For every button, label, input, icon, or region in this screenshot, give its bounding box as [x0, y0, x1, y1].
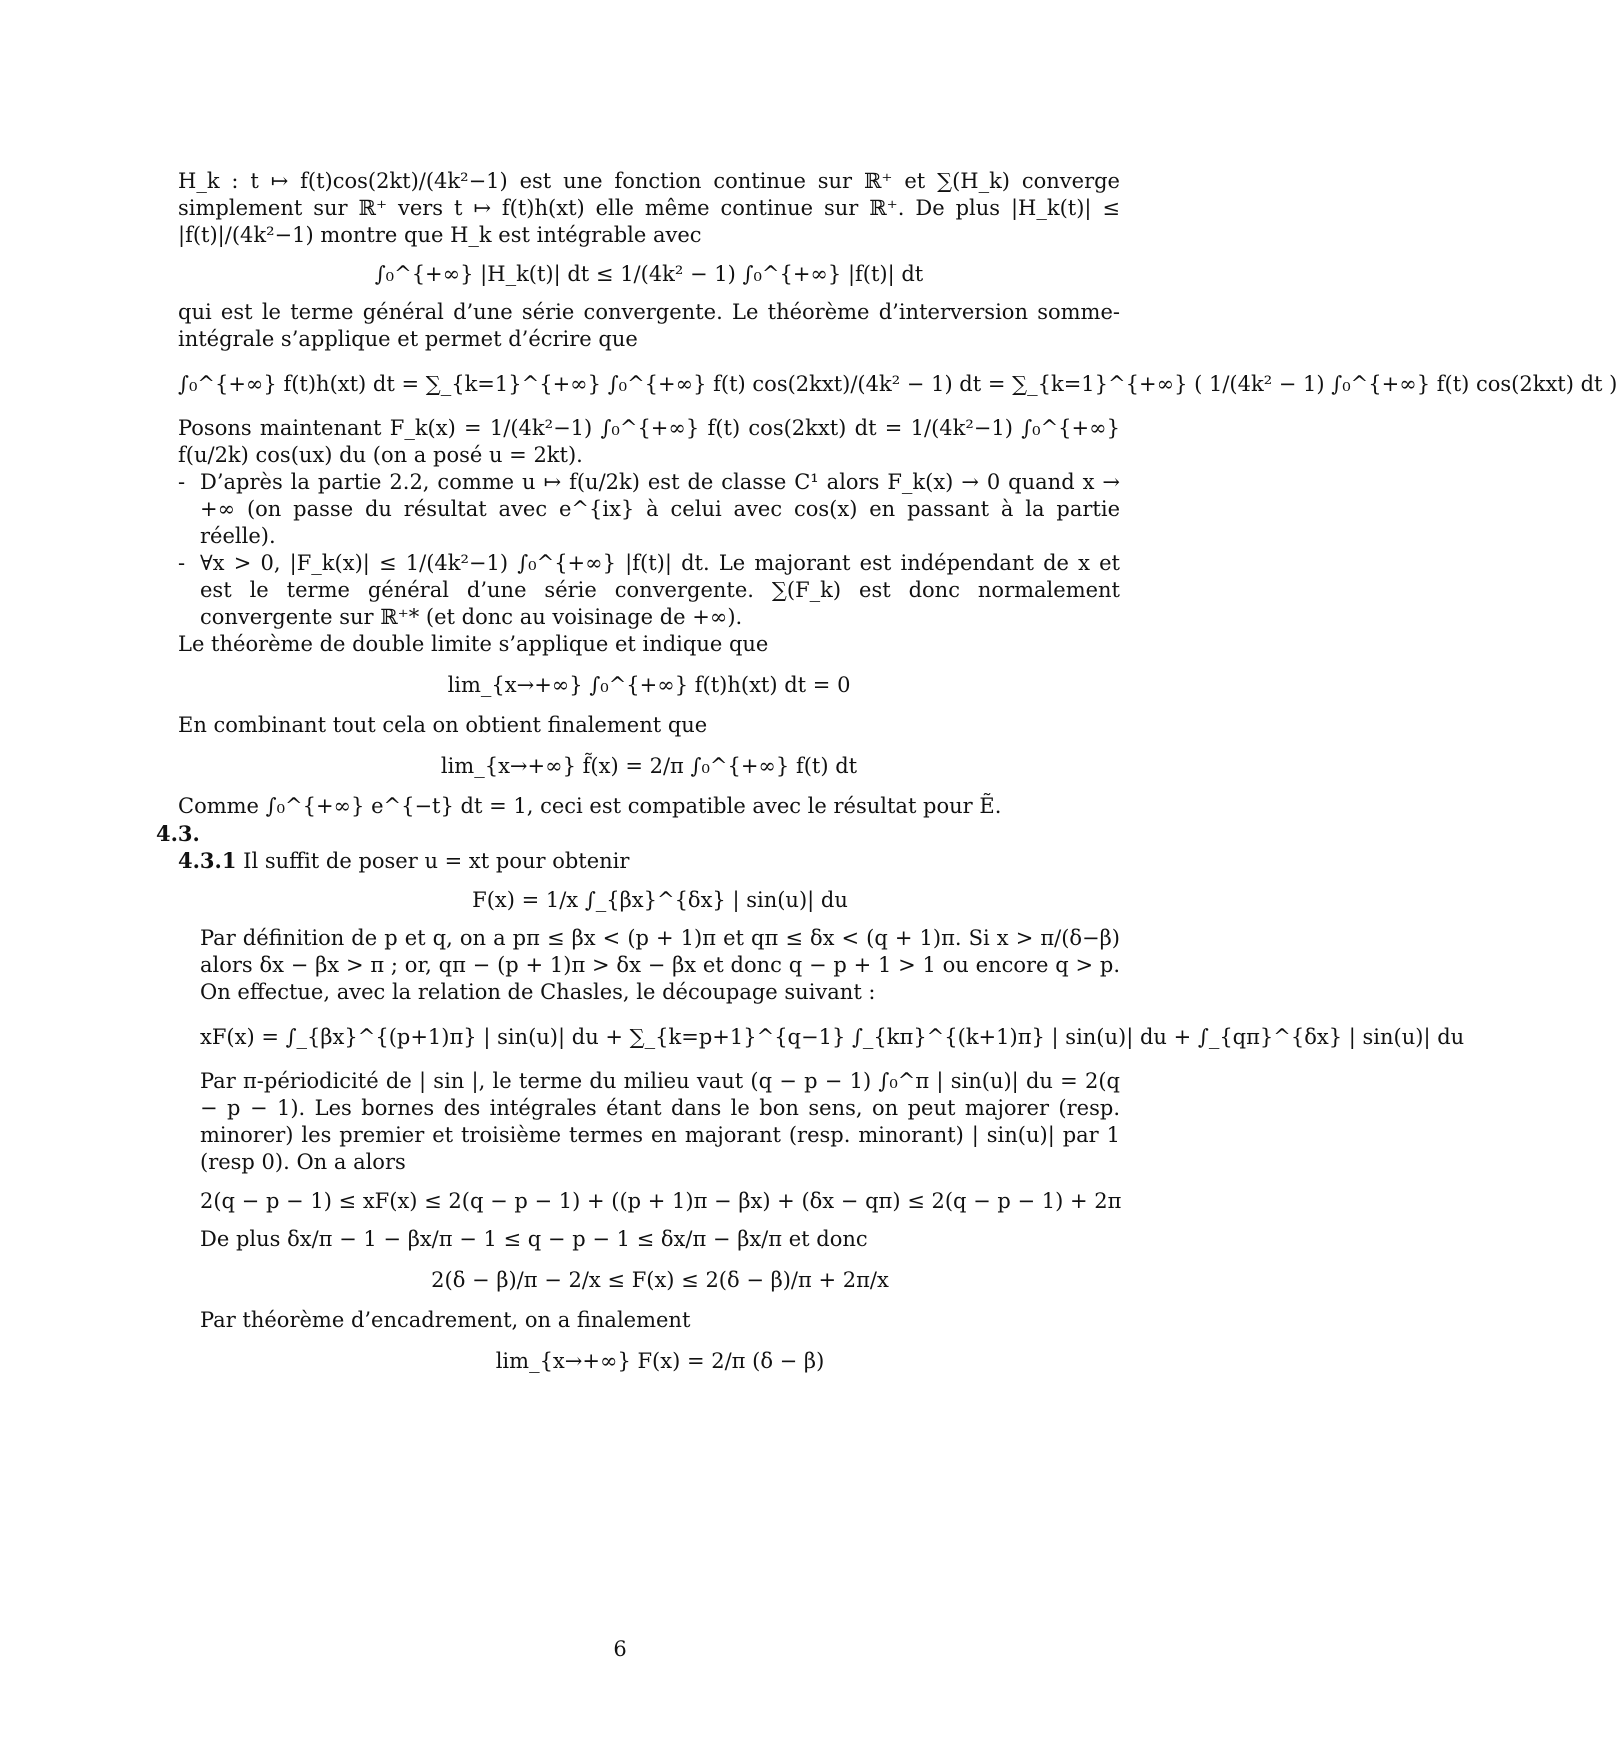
paragraph-combining: En combinant tout cela on obtient finalement que: [178, 713, 708, 737]
list-item: - D’après la partie 2.2, comme u ↦ f(u/2k) est de classe C¹ alors F_k(x) → 0 quand x → +∞ (on passe du résultat avec e^{ix} à celui avec cos(x) en passant à la partie réelle).: [178, 470, 1120, 548]
equation-limit-zero: lim_{x→+∞} ∫₀^{+∞} f(t)h(xt) dt = 0: [447, 673, 851, 697]
paragraph-definition-pq: Par définition de p et q, on a pπ ≤ βx < (p + 1)π et qπ ≤ δx < (q + 1)π. Si x > π/(δ−β) alors δx − βx > π ; or, qπ − (p + 1)π > δx − βx et donc q − p + 1 > 1 ou encore q > p. On effectue, avec la relation de Chasles, le découpage suivant :: [200, 926, 1120, 1004]
equation-fx-bounds: 2(δ − β)/π − 2/x ≤ F(x) ≤ 2(δ − β)/π + 2π/x: [431, 1268, 889, 1292]
subsection-number: 4.3.1: [178, 848, 237, 873]
paragraph-interversion: qui est le terme général d’une série convergente. Le théorème d’interversion somme-intégrale s’applique et permet d’écrire que: [178, 300, 1120, 351]
page-body: [156, 168, 1617, 1388]
list-item: - ∀x > 0, |F_k(x)| ≤ 1/(4k²−1) ∫₀^{+∞} |f(t)| dt. Le majorant est indépendant de x et est le terme général d’une série convergente. ∑(F_k) est donc normalement convergente sur ℝ⁺* (et donc au voisinage de +∞).: [178, 551, 1120, 629]
paragraph-periodicity: Par π-périodicité de | sin |, le terme du milieu vaut (q − p − 1) ∫₀^π | sin(u)| du = 2(q − p − 1). Les bornes des intégrales étant dans le bon sens, on peut majorer (resp. minorer) les premier et troisième termes en majorant (resp. minorant) | sin(u)| par 1 (resp 0). On a alors: [200, 1069, 1120, 1174]
paragraph-compatibility: Comme ∫₀^{+∞} e^{−t} dt = 1, ceci est compatible avec le résultat pour Ẽ.: [178, 794, 1002, 818]
indented-block: [200, 885, 1465, 1376]
paragraph-de-plus: De plus δx/π − 1 − βx/π − 1 ≤ q − p − 1 ≤ δx/π − βx/π et donc: [200, 1227, 868, 1251]
equation-sum-integral: ∫₀^{+∞} f(t)h(xt) dt = ∑_{k=1}^{+∞} ∫₀^{+∞} f(t) cos(2kxt)/(4k² − 1) dt = ∑_{k=1}^{+∞} ( 1/(4k² − 1) ∫₀^{+∞} f(t) cos(2kxt) dt ): [178, 372, 1617, 396]
list-item-text: D’après la partie 2.2, comme u ↦ f(u/2k) est de classe C¹ alors F_k(x) → 0 quand x → +∞ (on passe du résultat avec e^{ix} à celui avec cos(x) en passant à la partie réelle).: [200, 470, 1120, 548]
section-heading: 4.3.: [156, 821, 200, 846]
equation-fx: F(x) = 1/x ∫_{βx}^{δx} | sin(u)| du: [472, 888, 848, 912]
paragraph-encadrement: Par théorème d’encadrement, on a finalement: [200, 1308, 691, 1332]
equation-limit-fx: lim_{x→+∞} F(x) = 2/π (δ − β): [495, 1349, 825, 1373]
paragraph-fk-definition: Posons maintenant F_k(x) = 1/(4k²−1) ∫₀^{+∞} f(t) cos(2kxt) dt = 1/(4k²−1) ∫₀^{+∞} f(u/2k) cos(ux) du (on a posé u = 2kt).: [178, 416, 1120, 467]
list-item-text: ∀x > 0, |F_k(x)| ≤ 1/(4k²−1) ∫₀^{+∞} |f(t)| dt. Le majorant est indépendant de x et est le terme général d’une série convergente. ∑(F_k) est donc normalement convergente sur ℝ⁺* (et donc au voisinage de +∞).: [200, 551, 1120, 629]
subsection-text: Il suffit de poser u = xt pour obtenir: [243, 849, 630, 873]
equation-chasles: xF(x) = ∫_{βx}^{(p+1)π} | sin(u)| du + ∑_{k=p+1}^{q−1} ∫_{kπ}^{(k+1)π} | sin(u)| du + ∫_{qπ}^{δx} | sin(u)| du: [200, 1025, 1465, 1049]
equation-limit-ftilde: lim_{x→+∞} f̃(x) = 2/π ∫₀^{+∞} f(t) dt: [440, 754, 858, 778]
subsection-paragraph: [178, 847, 1120, 875]
paragraph-double-limit: Le théorème de double limite s’applique et indique que: [178, 632, 769, 656]
equation-integral-bound: ∫₀^{+∞} |H_k(t)| dt ≤ 1/(4k² − 1) ∫₀^{+∞} |f(t)| dt: [374, 262, 924, 286]
equation-xfx-bounds: 2(q − p − 1) ≤ xF(x) ≤ 2(q − p − 1) + ((p + 1)π − βx) + (δx − qπ) ≤ 2(q − p − 1) + 2π: [200, 1189, 1122, 1213]
page-number: 6: [613, 1637, 627, 1661]
paragraph-hk-definition: H_k : t ↦ f(t)cos(2kt)/(4k²−1) est une fonction continue sur ℝ⁺ et ∑(H_k) converge simplement sur ℝ⁺ vers t ↦ f(t)h(xt) elle même continue sur ℝ⁺. De plus |H_k(t)| ≤ |f(t)|/(4k²−1) montre que H_k est intégrable avec: [178, 169, 1120, 247]
